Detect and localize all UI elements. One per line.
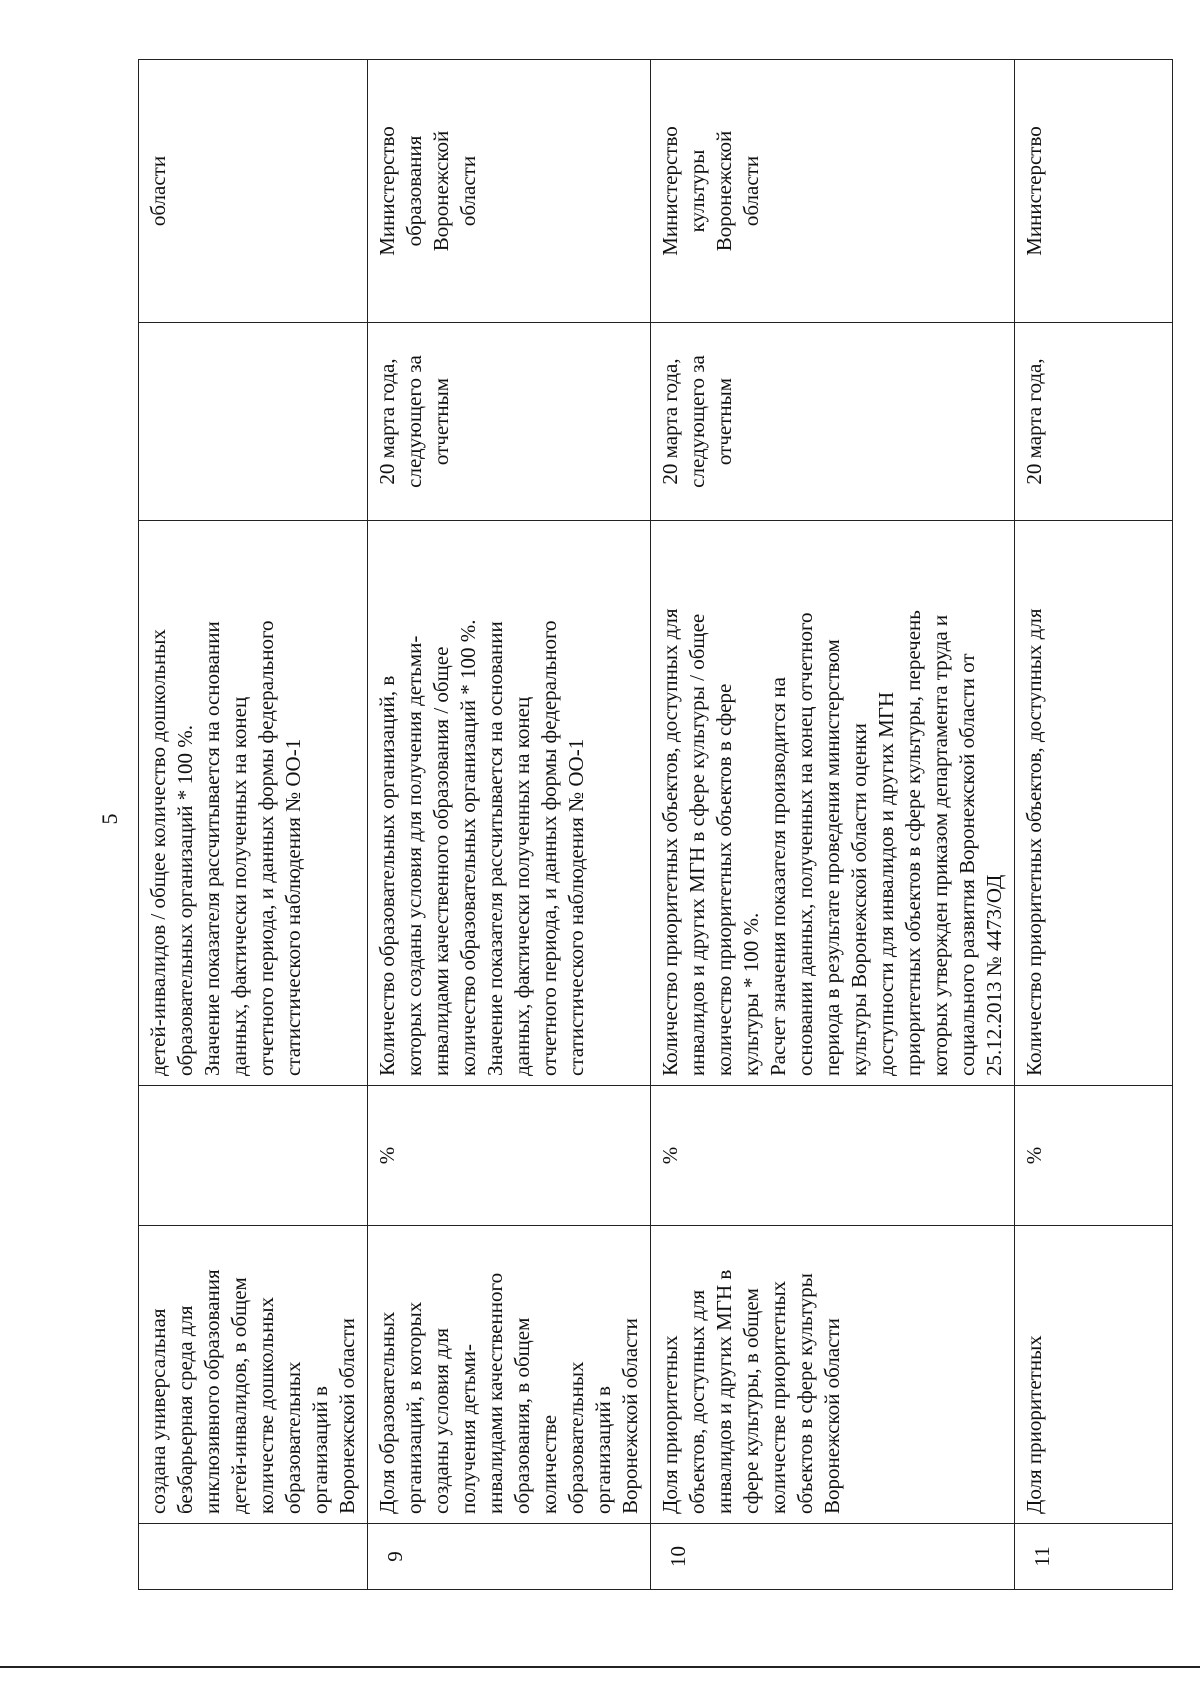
row-number: 11 (1015, 1524, 1173, 1590)
page-bottom-rule (0, 1666, 1200, 1668)
indicator-name: Доля образовательных организаций, в которых созданы условия для получения детьми- инвалидами качественного образования, в общем количестве образовательных организаций в Воронежской области (368, 1226, 651, 1524)
table-row (1015, 60, 1173, 1590)
indicators-table-frame (138, 60, 1104, 1590)
table-row (139, 60, 368, 1590)
unit-of-measure: % (368, 1086, 651, 1226)
reporting-deadline: 20 марта года, (1015, 323, 1173, 521)
indicator-name: создана универсальная безбарьерная среда для инклюзивного образования детей-инвалидов, в общем количестве дошкольных образовательных организаций в Воронежской области (139, 1226, 368, 1524)
calculation-method: Количество приоритетных объектов, доступных для инвалидов и других МГН в сфере культуры / общее количество приоритетных объектов в сфере культуры * 100 %. Расчет значения показателя производится на основании данных, полученных на конец отчетного периода в результате проведения министерством культуры Воронежской области оценки доступности для инвалидов и других МГН приоритетных объектов в сфере культуры, перечень которых утвержден приказом департамента труда и социального развития Воронежской области от 25.12.2013 № 4473/ОД (651, 521, 1015, 1086)
reporting-deadline (139, 323, 368, 521)
responsible-body: области (139, 60, 368, 323)
responsible-body: Министерство культуры Воронежской области (651, 60, 1015, 323)
indicator-name: Доля приоритетных (1015, 1226, 1173, 1524)
responsible-body: Министерство (1015, 60, 1173, 323)
responsible-body: Министерство образования Воронежской области (368, 60, 651, 323)
table-row (368, 60, 651, 1590)
table-row (651, 60, 1015, 1590)
unit-of-measure (139, 1086, 368, 1226)
row-number (139, 1524, 368, 1590)
unit-of-measure: % (651, 1086, 1015, 1226)
rotated-table-container (138, 60, 1104, 1590)
reporting-deadline: 20 марта года, следующего за отчетным (368, 323, 651, 521)
calculation-method: Количество приоритетных объектов, доступных для (1015, 521, 1173, 1086)
indicator-name: Доля приоритетных объектов, доступных для инвалидов и других МГН в сфере культуры, в общем количестве приоритетных объектов в сфере культуры Воронежской области (651, 1226, 1015, 1524)
calculation-method: Количество образовательных организаций, в которых созданы условия для получения детьми- инвалидами качественного образования / общее количество образовательных организаций * 100 %. Значение показателя рассчитывается на основании данных, фактически полученных на конец отчетного периода, и данных формы федерального статистического наблюдения № ОО-1 (368, 521, 651, 1086)
reporting-deadline: 20 марта года, следующего за отчетным (651, 323, 1015, 521)
unit-of-measure: % (1015, 1086, 1173, 1226)
page-number: 5 (97, 813, 122, 825)
calculation-method: детей-инвалидов / общее количество дошкольных образовательных организаций * 100 %. Значение показателя рассчитывается на основании данных, фактически полученных на конец отчетного периода, и данных формы федерального статистического наблюдения № ОО-1 (139, 521, 368, 1086)
row-number: 10 (651, 1524, 1015, 1590)
indicators-table (138, 59, 1173, 1590)
row-number: 9 (368, 1524, 651, 1590)
